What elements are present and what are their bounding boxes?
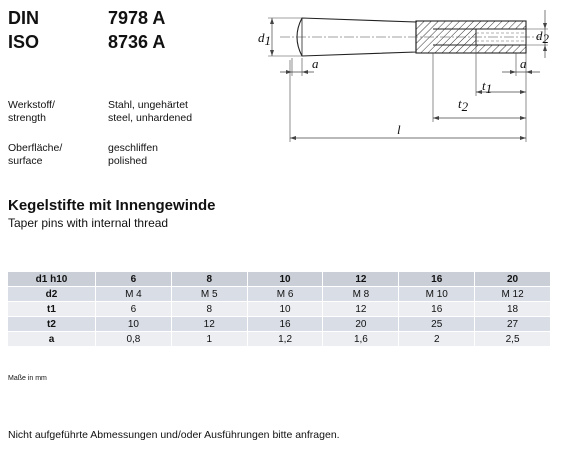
column-header: 6: [96, 272, 172, 287]
a-right-label: a: [520, 56, 527, 71]
table-cell: 2: [399, 332, 475, 347]
table-cell: 12: [171, 317, 247, 332]
dimensions-table: [7, 271, 551, 347]
surface-key-de: Oberfläche/: [8, 142, 63, 154]
table-cell: 16: [399, 302, 475, 317]
table-cell: 25: [399, 317, 475, 332]
table-cell: 10: [96, 317, 172, 332]
table-cell: 16: [247, 317, 323, 332]
table-row: [8, 332, 551, 347]
row-label: a: [8, 332, 96, 347]
row-label: d2: [8, 287, 96, 302]
table-row: [8, 317, 551, 332]
column-header: 16: [399, 272, 475, 287]
surface-key-en: surface: [8, 155, 43, 167]
table-header-row: [8, 272, 551, 287]
table-cell: 12: [323, 302, 399, 317]
row-label: t2: [8, 317, 96, 332]
material-value-en: steel, unhardened: [108, 112, 193, 124]
product-subtitle: Taper pins with internal thread: [8, 216, 169, 230]
t2-label: t2: [458, 96, 469, 114]
d1-label: d1: [258, 30, 271, 48]
column-header: 10: [247, 272, 323, 287]
material-value-de: Stahl, ungehärtet: [108, 99, 188, 111]
table-cell: M 10: [399, 287, 475, 302]
l-label: l: [397, 122, 401, 137]
table-cell: 6: [96, 302, 172, 317]
table-cell: 1,2: [247, 332, 323, 347]
standard-iso-label: ISO: [8, 32, 40, 52]
table-cell: 20: [323, 317, 399, 332]
standard-din-label: DIN: [8, 8, 39, 28]
t1-label: t1: [482, 78, 493, 96]
d2-label: d2: [536, 28, 549, 46]
material-key-de: Werkstoff/: [8, 99, 55, 111]
unit-note: Maße in mm: [8, 375, 47, 382]
table-cell: 1: [171, 332, 247, 347]
product-title: Kegelstifte mit Innengewinde: [8, 197, 216, 214]
table-cell: 8: [171, 302, 247, 317]
table-cell: M 5: [171, 287, 247, 302]
material-key-en: strength: [8, 112, 46, 124]
table-cell: 0,8: [96, 332, 172, 347]
table-cell: M 8: [323, 287, 399, 302]
table-cell: M 4: [96, 287, 172, 302]
column-header: 12: [323, 272, 399, 287]
table-cell: 18: [475, 302, 551, 317]
table-row: [8, 287, 551, 302]
header-label: d1 h10: [8, 272, 96, 287]
table-cell: 1,6: [323, 332, 399, 347]
a-left-label: a: [312, 56, 319, 71]
column-header: 8: [171, 272, 247, 287]
column-header: 20: [475, 272, 551, 287]
table-row: [8, 302, 551, 317]
surface-value-en: polished: [108, 155, 148, 167]
standard-iso-number: 8736 A: [108, 32, 166, 52]
table-cell: M 6: [247, 287, 323, 302]
footer-note: Nicht aufgeführte Abmessungen und/oder Ausführungen bitte anfragen.: [8, 429, 340, 441]
table-cell: 10: [247, 302, 323, 317]
row-label: t1: [8, 302, 96, 317]
standard-din-number: 7978 A: [108, 8, 166, 28]
surface-value-de: geschliffen: [108, 142, 159, 154]
table-cell: 2,5: [475, 332, 551, 347]
table-cell: 27: [475, 317, 551, 332]
taper-pin-drawing: [240, 0, 560, 150]
table-cell: M 12: [475, 287, 551, 302]
